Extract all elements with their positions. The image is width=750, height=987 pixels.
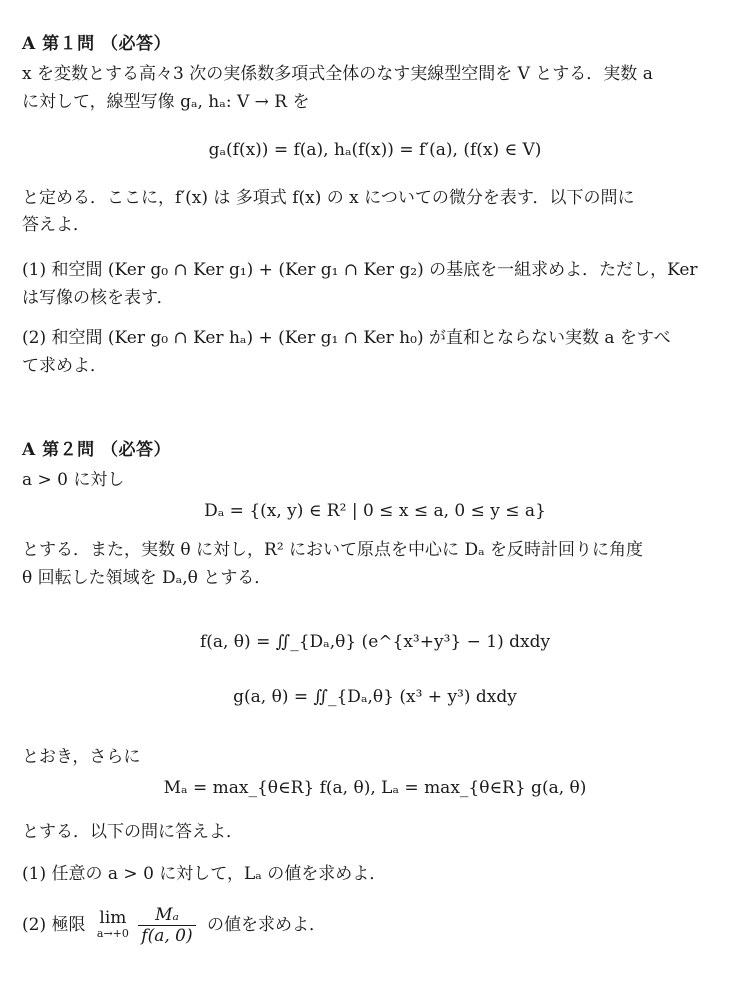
problem1-map-equation: gₐ(f(x)) = f(a), hₐ(f(x)) = f′(a), (f(x) ∈ V) bbox=[208, 140, 542, 160]
problem2-question1: (1) 任意の a > 0 に対して，Lₐ の値を求めよ． bbox=[22, 864, 387, 884]
question2-prefix: (2) 極限 bbox=[22, 915, 86, 935]
problem2-g-equation: g(a, θ) = ∬_{Dₐ,θ} (x³ + y³) dxdy bbox=[233, 687, 517, 707]
problem1-question2-line2: て求めよ． bbox=[22, 356, 107, 376]
limit-label: lim bbox=[99, 908, 127, 928]
problem1-question1-line1: (1) 和空間 (Ker g₀ ∩ Ker g₁) + (Ker g₁ ∩ Ker g₂) の基底を一組求めよ．ただし，Ker bbox=[22, 260, 698, 280]
limit-operator bbox=[97, 900, 129, 942]
problem1-heading: A 第１問 （必答） bbox=[22, 34, 172, 54]
problem2-f-equation: f(a, θ) = ∬_{Dₐ,θ} (e^{x³+y³} − 1) dxdy bbox=[199, 632, 551, 652]
problem1-after-line1: と定める．ここに，f′(x) は 多項式 f(x) の x についての微分を表す．以下の問に bbox=[22, 188, 635, 208]
fraction-denominator: f(a, 0) bbox=[141, 926, 193, 946]
problem2-max-equation: Mₐ = max_{θ∈R} f(a, θ), Lₐ = max_{θ∈R} g(a, θ) bbox=[163, 778, 587, 798]
problem2-heading: A 第２問 （必答） bbox=[22, 440, 172, 460]
question2-suffix: の値を求めよ． bbox=[207, 915, 327, 935]
problem1-after-line2: 答えよ． bbox=[22, 215, 90, 235]
problem2-setting: とおき，さらに bbox=[22, 747, 141, 767]
problem1-question2-line1: (2) 和空間 (Ker g₀ ∩ Ker hₐ) + (Ker g₁ ∩ Ker h₀) が直和とならない実数 a をすべ bbox=[22, 328, 671, 348]
problem1-intro-line1: x を変数とする高々3 次の実係数多項式全体のなす実線型空間を V とする．実数 a bbox=[22, 64, 653, 84]
limit-subscript: a→+0 bbox=[96, 927, 129, 940]
problem2-rotation-line2: θ 回転した領域を Dₐ,θ とする． bbox=[22, 568, 272, 588]
problem2-rotation-line1: とする．また，実数 θ に対し，R² において原点を中心に Dₐ を反時計回りに角度 bbox=[22, 540, 644, 560]
problem1-intro-line2: に対して，線型写像 gₐ, hₐ: V → R を bbox=[22, 92, 310, 112]
problem2-domain-equation: Dₐ = {(x, y) ∈ R² | 0 ≤ x ≤ a, 0 ≤ y ≤ a} bbox=[204, 501, 546, 521]
problem1-question1-line2: は写像の核を表す． bbox=[22, 288, 174, 308]
limit-fraction bbox=[138, 905, 195, 946]
fraction-numerator: Mₐ bbox=[138, 905, 195, 926]
problem2-intro: a > 0 に対し bbox=[22, 470, 125, 490]
problem2-question2 bbox=[22, 900, 730, 950]
problem2-ask: とする．以下の問に答えよ． bbox=[22, 822, 243, 842]
